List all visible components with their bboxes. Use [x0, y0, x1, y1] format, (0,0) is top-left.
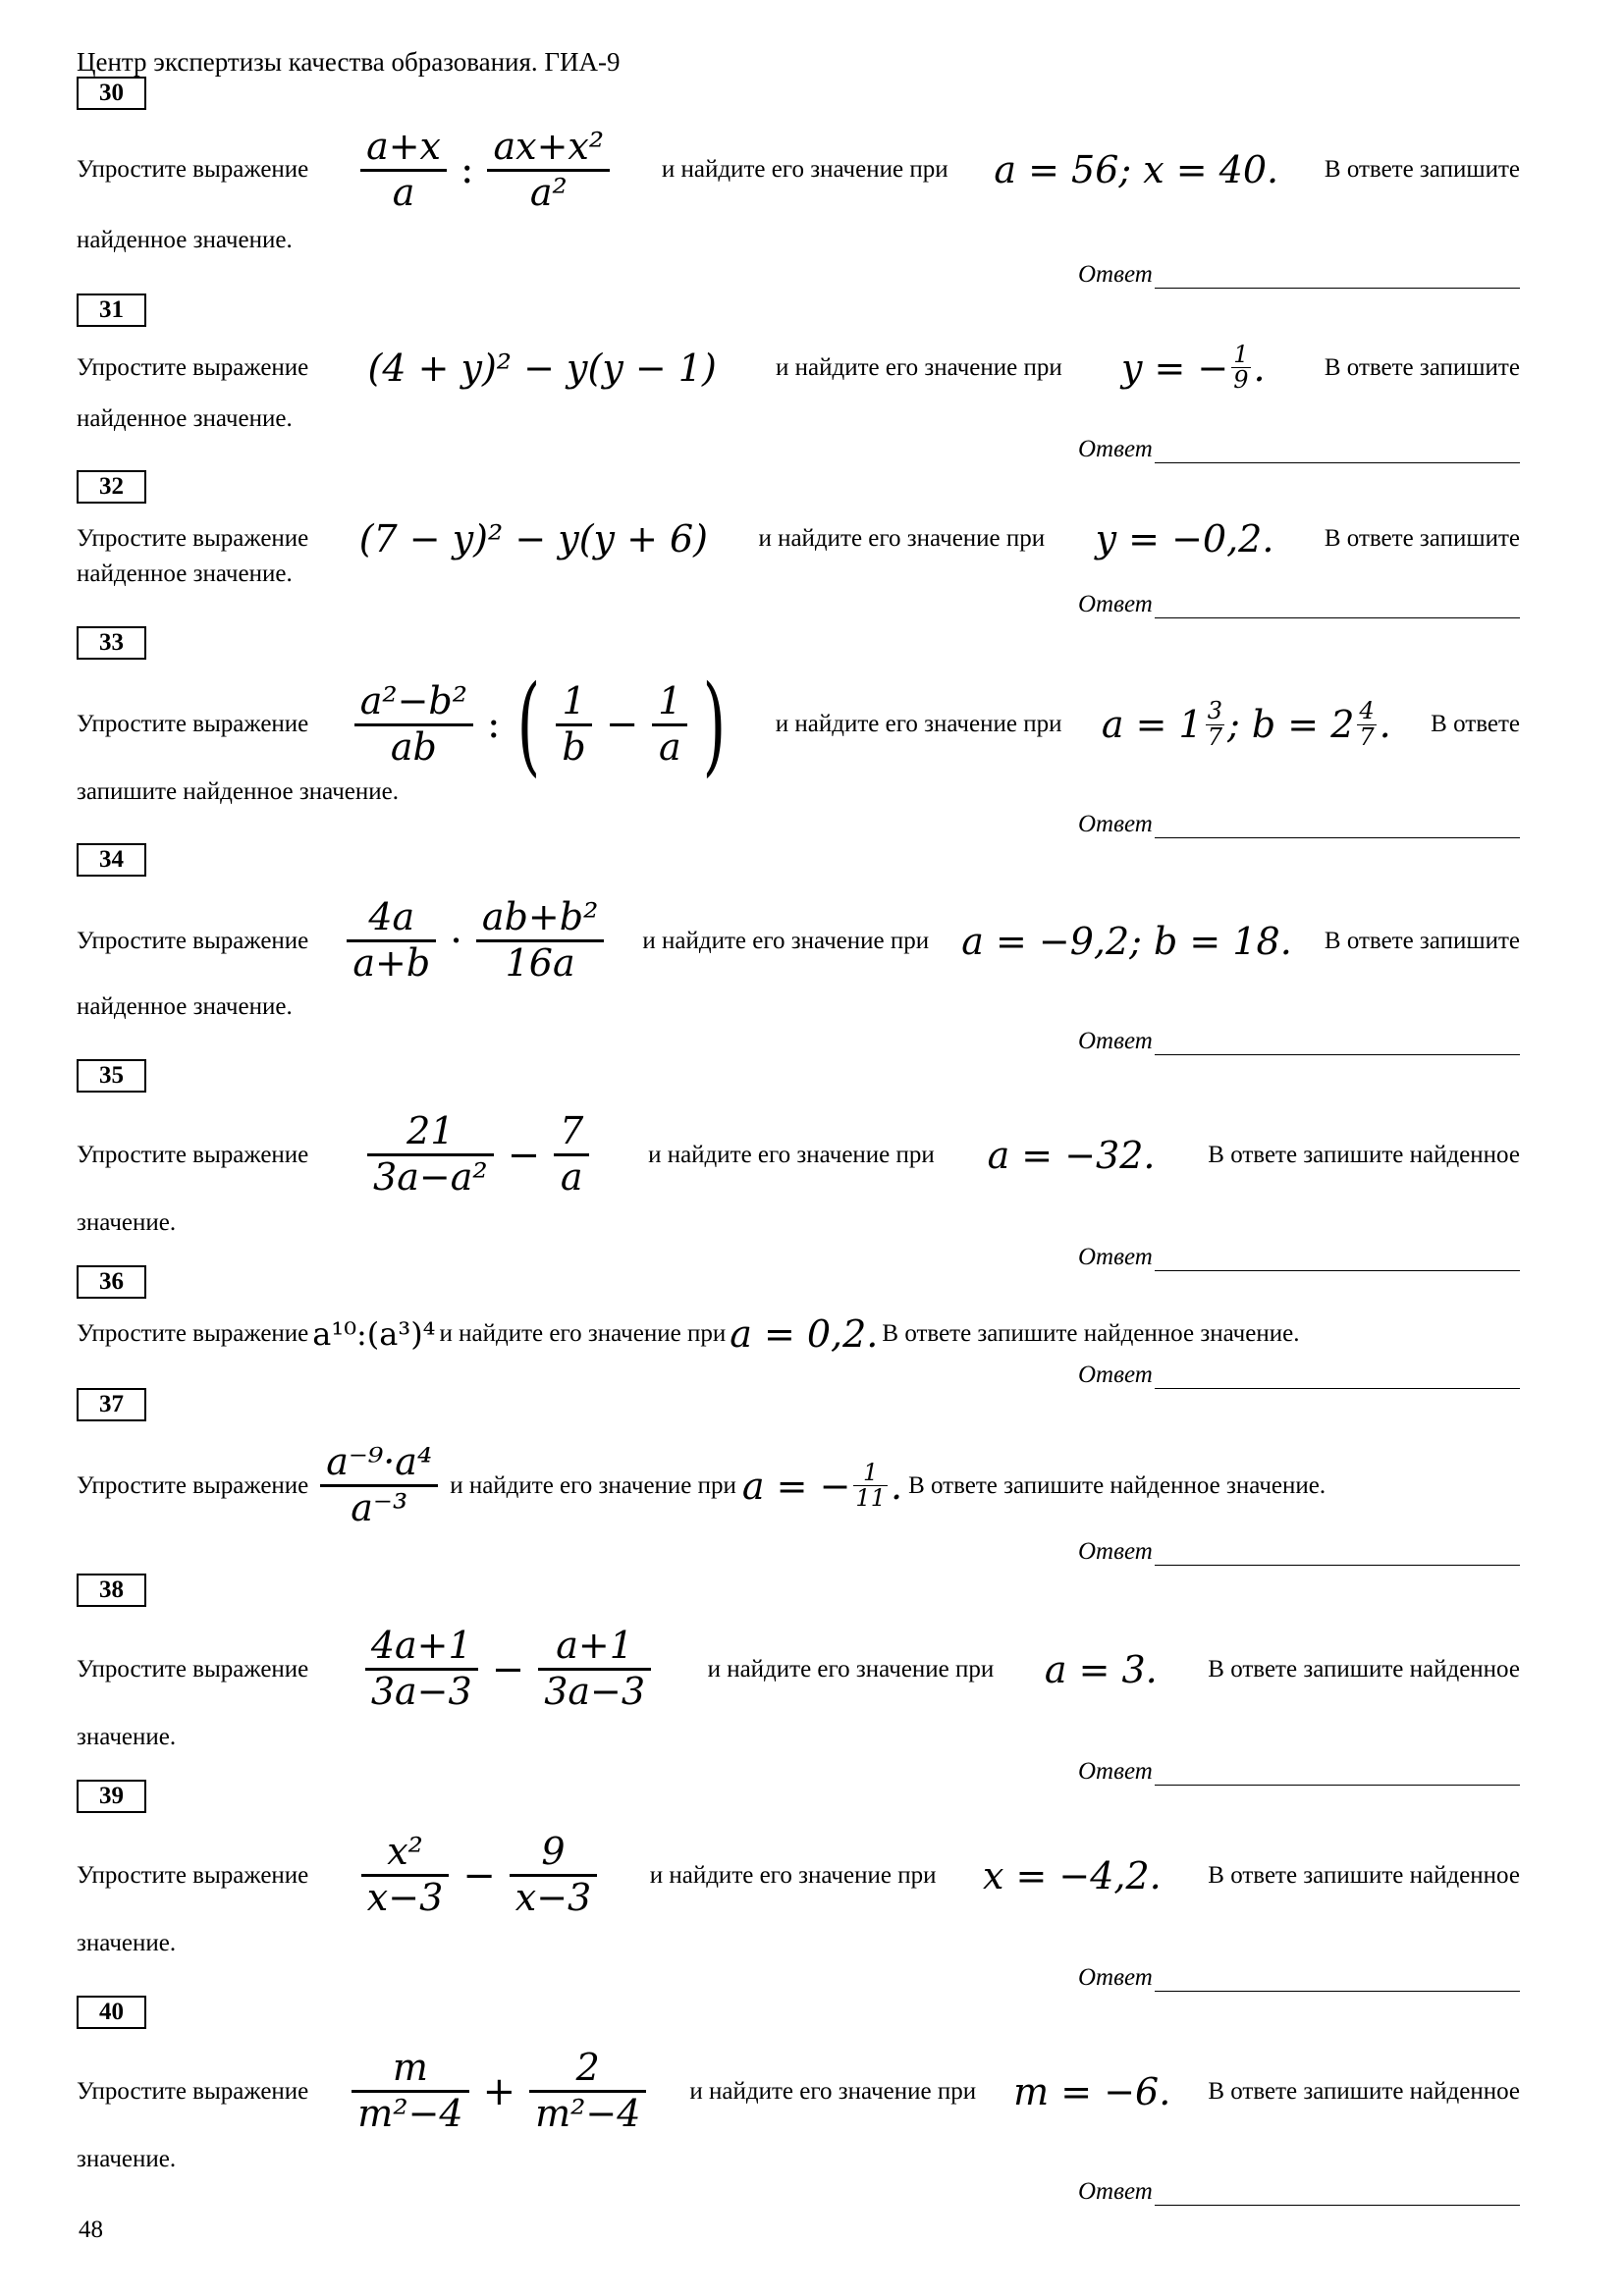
task-find-text: и найдите его значение при: [439, 1320, 727, 1347]
task-find-text: и найдите его значение при: [649, 1861, 937, 1889]
task-tail: В ответе запишите найденное значение.: [908, 1471, 1326, 1499]
answer-line[interactable]: [1155, 2183, 1520, 2206]
answer-label: Ответ: [1078, 1538, 1153, 1565]
page-header: Центр экспертизы качества образования. ГИА-9: [77, 47, 621, 77]
task-expression: a¹⁰:(a³)⁴: [312, 1315, 436, 1353]
task-tail: В ответе запишите: [1324, 353, 1520, 381]
answer-label: Ответ: [1078, 1244, 1153, 1270]
answer-label: Ответ: [1078, 1028, 1153, 1054]
task-find-text: и найдите его значение при: [648, 1141, 935, 1168]
answer-label: Ответ: [1078, 1758, 1153, 1785]
answer-label: Ответ: [1078, 2178, 1153, 2205]
answer-line[interactable]: [1155, 1969, 1520, 1992]
task-lead: Упростите выражение: [77, 525, 309, 552]
task-expression: 21 3a−a² − 7 a: [361, 1110, 595, 1199]
task-value: y = − 1 9 .: [1120, 340, 1266, 394]
task-find-text: и найдите его значение при: [661, 156, 948, 183]
task-tail: В ответе запишите найденное: [1208, 1141, 1520, 1168]
task-number: 35: [77, 1059, 146, 1093]
task-continuation: значение.: [77, 1930, 177, 1956]
task-number: 37: [77, 1388, 146, 1421]
answer-field[interactable]: [1078, 811, 1520, 838]
task-tail: В ответе запишите найденное: [1208, 1861, 1520, 1889]
answer-line[interactable]: [1155, 1249, 1520, 1271]
answer-field[interactable]: [1078, 2178, 1520, 2206]
answer-field[interactable]: [1078, 1964, 1520, 1992]
task-find-text: и найдите его значение при: [758, 525, 1046, 552]
task-tail: В ответе запишите: [1324, 525, 1520, 552]
answer-line[interactable]: [1155, 1033, 1520, 1055]
task-tail: В ответе запишите найденное: [1208, 2077, 1520, 2105]
task-number: 36: [77, 1265, 146, 1299]
task-value: a = − 1 11 .: [741, 1458, 903, 1512]
task-find-text: и найдите его значение при: [689, 2077, 977, 2105]
task-continuation: запишите найденное значение.: [77, 778, 400, 805]
answer-label: Ответ: [1078, 591, 1153, 617]
task-number: 40: [77, 1996, 146, 2029]
task-continuation: найденное значение.: [77, 561, 293, 587]
task-lead: Упростите выражение: [77, 353, 309, 381]
answer-line[interactable]: [1155, 1366, 1520, 1389]
answer-line[interactable]: [1155, 816, 1520, 838]
task-find-text: и найдите его значение при: [450, 1471, 736, 1499]
task-continuation: найденное значение.: [77, 993, 293, 1020]
task-number: 39: [77, 1780, 146, 1813]
task-continuation: найденное значение.: [77, 405, 293, 432]
task-continuation: значение.: [77, 1209, 177, 1236]
task-find-text: и найдите его значение при: [707, 1655, 995, 1682]
task-lead: Упростите выражение: [77, 711, 309, 737]
answer-field[interactable]: [1078, 591, 1520, 618]
task-expression: 4a a+b · ab+b² 16a: [341, 896, 610, 985]
task-tail: В ответе запишите: [1324, 156, 1520, 183]
task-value: a = 56; x = 40.: [994, 148, 1279, 191]
task-value: a = 3.: [1044, 1647, 1158, 1691]
task-number: 38: [77, 1574, 146, 1607]
task-lead: Упростите выражение: [77, 1141, 309, 1168]
task-continuation: значение.: [77, 2146, 177, 2172]
answer-field[interactable]: [1078, 261, 1520, 289]
answer-field[interactable]: [1078, 1244, 1520, 1271]
task-continuation: значение.: [77, 1724, 177, 1750]
task-expression: a+x a : ax+x² a²: [354, 126, 616, 214]
task-tail: В ответе запишите: [1324, 927, 1520, 954]
answer-line[interactable]: [1155, 1543, 1520, 1566]
task-number: 33: [77, 626, 146, 660]
answer-line[interactable]: [1155, 266, 1520, 289]
task-tail: В ответе запишите найденное значение.: [882, 1320, 1300, 1347]
answer-label: Ответ: [1078, 811, 1153, 837]
task-expression: a⁻⁹·a⁴ a⁻³: [314, 1441, 444, 1529]
task-lead: Упростите выражение: [77, 1861, 309, 1889]
task-continuation: найденное значение.: [77, 227, 293, 253]
answer-label: Ответ: [1078, 436, 1153, 462]
answer-field[interactable]: [1078, 436, 1520, 463]
answer-field[interactable]: [1078, 1028, 1520, 1055]
task-lead: Упростите выражение: [77, 2077, 309, 2105]
task-expression: 4a+1 3a−3 − a+1 3a−3: [359, 1625, 657, 1713]
task-number: 32: [77, 470, 146, 504]
task-number: 31: [77, 294, 146, 327]
task-number: 34: [77, 843, 146, 877]
task-tail: В ответе запишите найденное: [1208, 1655, 1520, 1682]
task-value: a = 0,2.: [730, 1312, 879, 1356]
task-lead: Упростите выражение: [77, 156, 309, 183]
task-lead: Упростите выражение: [77, 1320, 309, 1347]
task-value: a = −32.: [987, 1133, 1156, 1177]
answer-label: Ответ: [1078, 1362, 1153, 1388]
answer-label: Ответ: [1078, 1964, 1153, 1991]
task-expression: a²−b² ab : ( 1 b − 1 a ): [349, 680, 736, 769]
task-expression: (7 − y)² − y(y + 6): [358, 517, 709, 561]
task-lead: Упростите выражение: [77, 927, 309, 954]
answer-line[interactable]: [1155, 441, 1520, 463]
answer-label: Ответ: [1078, 261, 1153, 288]
task-find-text: и найдите его значение при: [776, 353, 1062, 381]
page-number: 48: [79, 2216, 103, 2243]
answer-line[interactable]: [1155, 1763, 1520, 1786]
answer-line[interactable]: [1155, 596, 1520, 618]
task-find-text: и найдите его значение при: [642, 927, 930, 954]
task-expression: x² x−3 − 9 x−3: [355, 1831, 603, 1919]
answer-field[interactable]: [1078, 1538, 1520, 1566]
answer-field[interactable]: [1078, 1362, 1520, 1389]
task-value: a = 1 3 7 ; b = 2 4 7 .: [1101, 697, 1391, 751]
task-value: x = −4,2.: [982, 1853, 1162, 1897]
task-expression: (4 + y)² − y(y − 1): [367, 346, 717, 390]
task-value: y = −0,2.: [1095, 517, 1274, 561]
task-number: 30: [77, 77, 146, 110]
task-tail: В ответе: [1431, 711, 1520, 737]
task-expression: m m²−4 + 2 m²−4: [346, 2047, 652, 2135]
task-value: a = −9,2; b = 18.: [961, 919, 1292, 963]
task-find-text: и найдите его значение при: [775, 711, 1062, 737]
task-value: m = −6.: [1013, 2069, 1171, 2113]
task-lead: Упростите выражение: [77, 1655, 309, 1682]
answer-field[interactable]: [1078, 1758, 1520, 1786]
task-lead: Упростите выражение: [77, 1471, 309, 1499]
